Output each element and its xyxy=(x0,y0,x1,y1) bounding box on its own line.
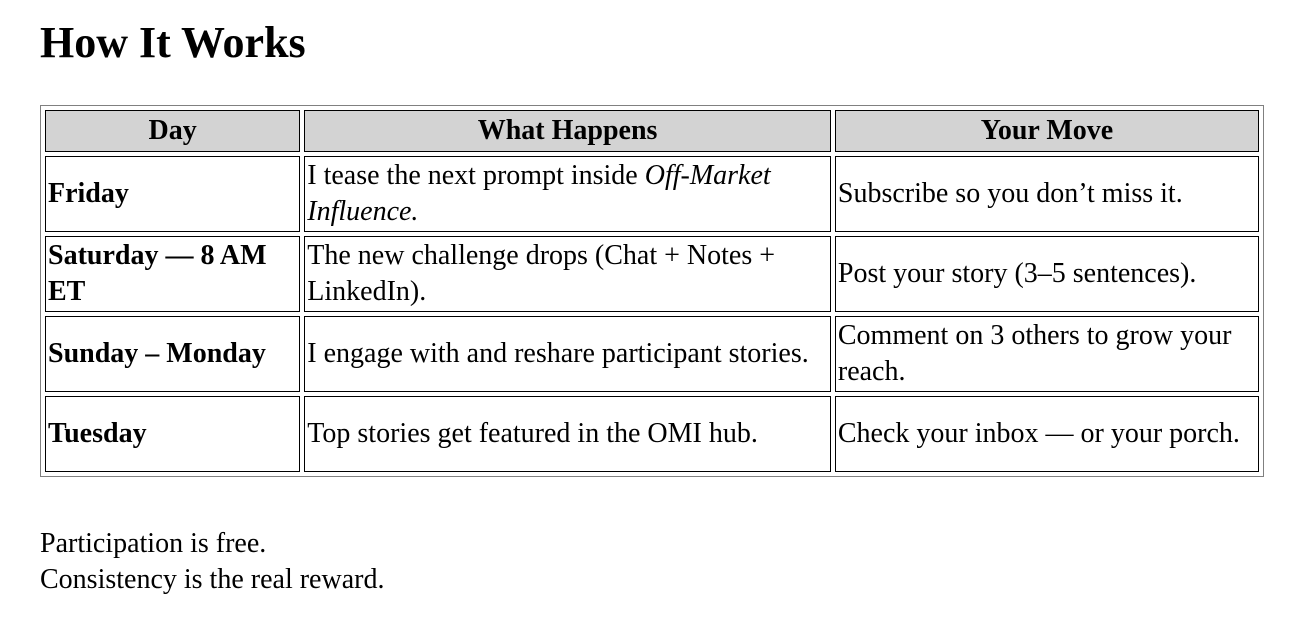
table-row xyxy=(45,396,1259,472)
day-cell: Friday xyxy=(45,156,300,232)
your-move-cell: Comment on 3 others to grow your reach. xyxy=(835,316,1259,392)
day-cell: Tuesday xyxy=(45,396,300,472)
day-cell: Sunday – Monday xyxy=(45,316,300,392)
your-move-cell: Subscribe so you don’t miss it. xyxy=(835,156,1259,232)
footer-line-1: Participation is free. xyxy=(40,528,267,559)
your-move-cell: Check your inbox — or your porch. xyxy=(835,396,1259,472)
what-happens-cell xyxy=(304,156,831,232)
your-move-cell: Post your story (3–5 sentences). xyxy=(835,236,1259,312)
what-happens-cell: Top stories get featured in the OMI hub. xyxy=(304,396,831,472)
header-day: Day xyxy=(45,110,300,152)
header-your-move: Your Move xyxy=(835,110,1259,152)
table-header-row xyxy=(45,110,1259,152)
what-happens-cell: I engage with and reshare participant stories. xyxy=(304,316,831,392)
table-row xyxy=(45,156,1259,232)
table-row xyxy=(45,236,1259,312)
day-cell: Saturday — 8 AM ET xyxy=(45,236,300,312)
table-row xyxy=(45,316,1259,392)
footer-line-2: Consistency is the real reward. xyxy=(40,564,385,595)
what-happens-text: I tease the next prompt inside xyxy=(307,160,645,191)
newsletter-name: Off-Market Influence. xyxy=(307,160,771,227)
page-title: How It Works xyxy=(40,18,306,67)
how-it-works-table xyxy=(40,105,1264,477)
header-what-happens: What Happens xyxy=(304,110,831,152)
footer-note xyxy=(40,526,384,598)
what-happens-cell: The new challenge drops (Chat + Notes + LinkedIn). xyxy=(304,236,831,312)
